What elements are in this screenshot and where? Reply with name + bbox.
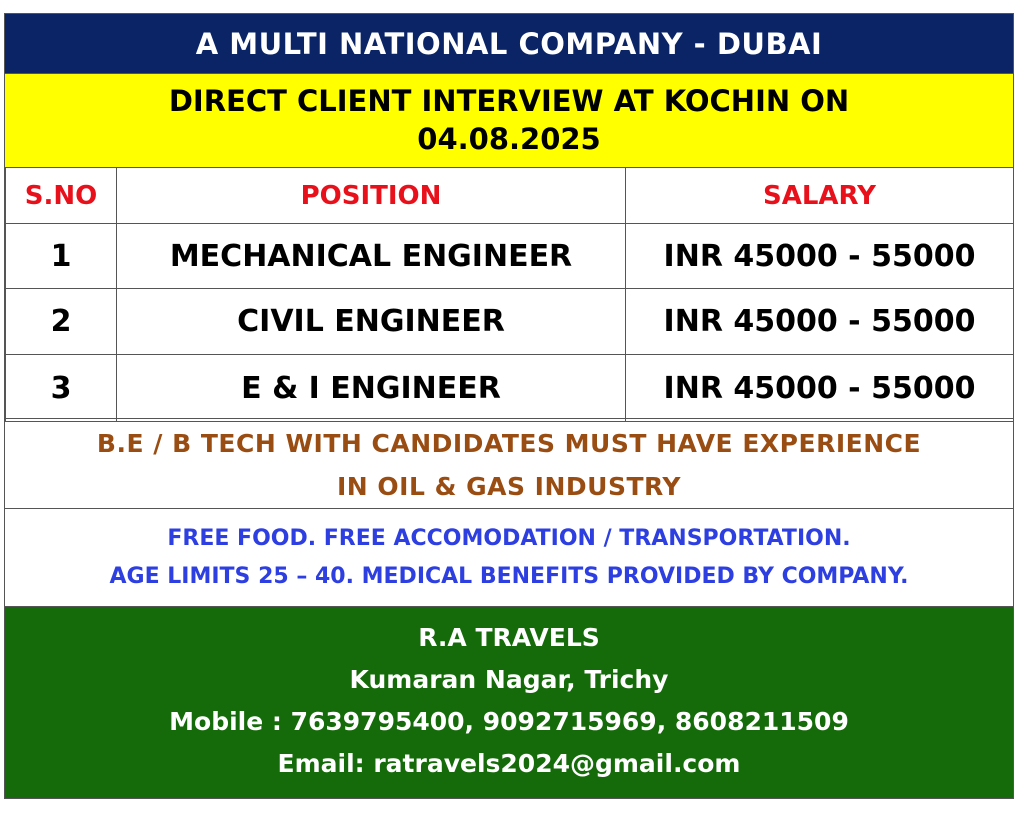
table-header-row bbox=[6, 168, 1014, 224]
row-salary: INR 45000 - 55000 bbox=[626, 355, 1014, 422]
benefits-line-1: FREE FOOD. FREE ACCOMODATION / TRANSPORTATION. bbox=[167, 526, 851, 551]
benefits-line-2: AGE LIMITS 25 – 40. MEDICAL BENEFITS PROVIDED BY COMPANY. bbox=[109, 564, 909, 589]
row-salary: INR 45000 - 55000 bbox=[626, 289, 1014, 355]
table-row bbox=[6, 289, 1014, 355]
benefits-section bbox=[5, 508, 1013, 606]
row-position: E & I ENGINEER bbox=[117, 355, 626, 422]
company-title bbox=[5, 14, 1013, 73]
qualification-line-2: IN OIL & GAS INDUSTRY bbox=[336, 472, 682, 501]
interview-date: 04.08.2025 bbox=[417, 122, 601, 156]
row-position: CIVIL ENGINEER bbox=[117, 289, 626, 355]
column-header-salary: SALARY bbox=[626, 168, 1014, 224]
qualification-section bbox=[5, 418, 1013, 508]
table-row bbox=[6, 224, 1014, 289]
row-salary: INR 45000 - 55000 bbox=[626, 224, 1014, 289]
column-header-position: POSITION bbox=[117, 168, 626, 224]
contact-section bbox=[5, 606, 1013, 798]
positions-table bbox=[5, 167, 1014, 422]
row-position: MECHANICAL ENGINEER bbox=[117, 224, 626, 289]
row-sno: 1 bbox=[6, 224, 117, 289]
agency-mobile: Mobile : 7639795400, 9092715969, 8608211509 bbox=[169, 707, 849, 736]
agency-address: Kumaran Nagar, Trichy bbox=[349, 665, 669, 694]
row-sno: 2 bbox=[6, 289, 117, 355]
company-title-text: A MULTI NATIONAL COMPANY - DUBAI bbox=[195, 26, 823, 61]
interview-banner bbox=[5, 73, 1013, 167]
agency-email: Email: ratravels2024@gmail.com bbox=[277, 749, 741, 778]
row-sno: 3 bbox=[6, 355, 117, 422]
column-header-sno: S.NO bbox=[6, 168, 117, 224]
qualification-line-1: B.E / B TECH WITH CANDIDATES MUST HAVE EXPERIENCE bbox=[96, 429, 922, 458]
table-row bbox=[6, 355, 1014, 422]
job-advertisement bbox=[4, 13, 1014, 799]
agency-name: R.A TRAVELS bbox=[418, 623, 600, 652]
interview-line-1: DIRECT CLIENT INTERVIEW AT KOCHIN ON bbox=[168, 84, 850, 118]
